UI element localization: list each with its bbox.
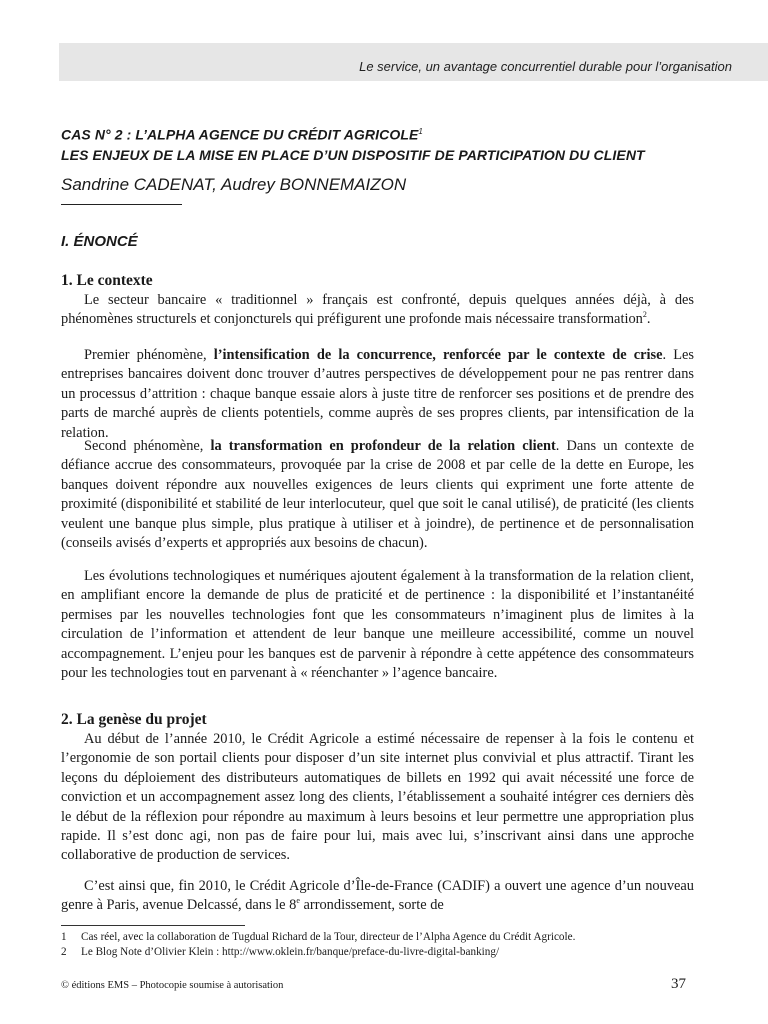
emphasis-relation-client: la transformation en profondeur de la relation client: [210, 438, 556, 454]
running-title: Le service, un avantage concurrentiel durable pour l’organisation: [359, 59, 732, 74]
paragraph-context-1: Le secteur bancaire « traditionnel » français est confronté, depuis quelques années déjà, à des phénomènes structurels et conjoncturels qui préfigurent une profonde mais nécessaire transformation$^2$.: [61, 292, 694, 328]
authors: Sandrine CADENAT, Audrey BONNEMAIZON: [61, 175, 407, 194]
case-title-line-1: CAS N° 2 : L’ALPHA AGENCE DU CRÉDIT AGRICOLE$^1$: [61, 126, 423, 143]
running-header: [59, 43, 768, 81]
paragraph-genesis-1: Au début de l’année 2010, le Crédit Agricole a estimé nécessaire de repenser à la fois le contenu et l’ergonomie de son portail clients pour disposer d’un site internet plus convivial et plus attractif. Tirant les leçons du déploiement des distributeurs automatiques de billets en 1992 qui avait nécessité une force de conviction et un accompagnement assez long des clients, l’établissement a souhaité intégrer ces derniers dès le début de la réflexion pour répondre au maximum à leurs besoins et leur permettre une appropriation plus rapide. Il s’est donc agi, non pas de faire pour lui, mais avec lui, s’inscrivant ainsi dans une approche collaborative de production de services.: [61, 731, 694, 864]
footnote-ref-2: 2: [642, 310, 647, 320]
copyright-notice: © éditions EMS – Photocopie soumise à autorisation: [61, 980, 284, 991]
paragraph-context-3: Second phénomène, la transformation en profondeur de la relation client. Dans un contexte de défiance accrue des consommateurs, provoquée par la crise de 2008 et par celle de la dette en Europe, les banques doivent répondre aux nouvelles exigences de leurs clients qui expriment une forte attente de proximité (disponibilité et stabilité de leur interlocuteur, quel que soit le canal utilisé), de praticité (les clients veulent une banque plus simple, plus pratique à utiliser et à joindre), de pertinence et de personnalisation (conseils avisés d’experts et appropriés aux besoins de chacun).: [61, 438, 694, 552]
emphasis-competition: l’intensification de la concurrence, renforcée par le contexte de crise: [213, 347, 663, 363]
subheading-genesis: 2. La genèse du projet: [61, 711, 207, 728]
footnote-1: 1 Cas réel, avec la collaboration de Tugdual Richard de la Tour, directeur de l’Alpha Agence du Crédit Agricole.: [61, 931, 576, 943]
paragraph-context-2: Premier phénomène, l’intensification de la concurrence, renforcée par le contexte de crise. Les entreprises bancaires doivent donc trouver d’autres perspectives de développement pour ne pas rentrer dans un processus d’attrition : chaque banque essaie alors à juste titre de renforcer ses positions et de prendre des parts de marché auprès de clients potentiels, comme auprès de ses propres clients, par intensification de la relation.: [61, 347, 694, 441]
subheading-context: 1. Le contexte: [61, 272, 153, 289]
title-divider: [61, 204, 182, 205]
section-heading: I. ÉNONCÉ: [61, 233, 138, 250]
case-title-line-2: LES ENJEUX DE LA MISE EN PLACE D’UN DISPOSITIF DE PARTICIPATION DU CLIENT: [61, 146, 645, 163]
case-title: [61, 122, 721, 165]
page-number: 37: [671, 976, 686, 992]
paragraph-context-4: Les évolutions technologiques et numériques ajoutent également à la transformation de la relation client, en amplifiant encore la demande de plus de praticité et de pertinence : la disponibilité et l’instantanéité permises par les nouvelles technologies font que les consommateurs n’imaginent plus de limites à la circulation de l’information et attendent de leur banque une meilleure accessibilité, comme un nouvel accompagnement. L’enjeu pour les banques est de parvenir à répondre à cette appétence des consommateurs pour les technologies tout en parvenant à « réenchanter » l’agence bancaire.: [61, 568, 694, 682]
footnote-2: 2 Le Blog Note d’Olivier Klein : http://www.oklein.fr/banque/preface-du-livre-digital-banking/: [61, 946, 500, 958]
paragraph-genesis-2: C’est ainsi que, fin 2010, le Crédit Agricole d’Île-de-France (CADIF) a ouvert une agence d’un nouveau genre à Paris, avenue Delcassé, dans le 8e arrondissement, sorte de: [61, 878, 694, 914]
footnote-ref-1: 1: [418, 127, 423, 136]
footnote-divider: [61, 925, 245, 926]
